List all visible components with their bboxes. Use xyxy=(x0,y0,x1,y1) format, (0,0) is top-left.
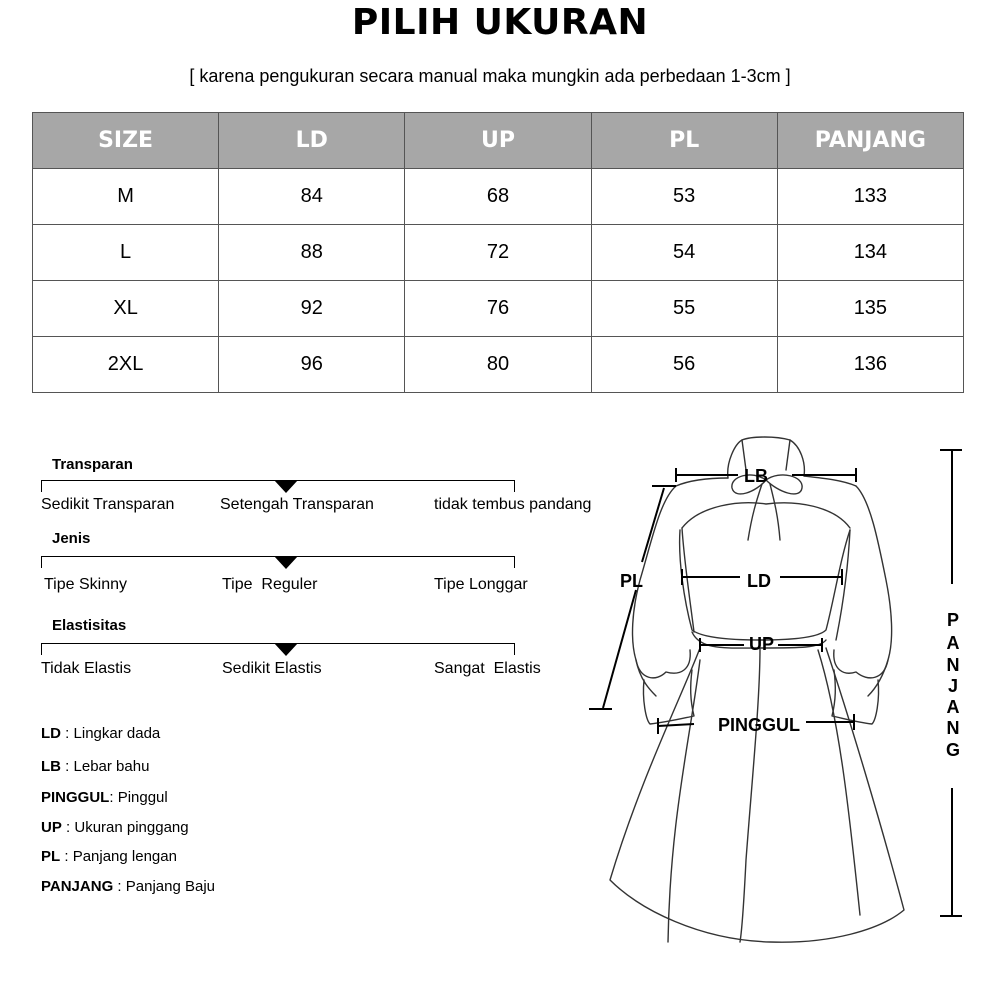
label-pinggul: PINGGUL xyxy=(718,715,801,735)
table-cell: 84 xyxy=(219,169,405,225)
scale-title: Elastisitas xyxy=(52,617,127,634)
table-cell: M xyxy=(33,169,219,225)
label-up: UP xyxy=(749,634,775,654)
legend-item: LD : Lingkar dada xyxy=(41,725,161,742)
table-cell: 80 xyxy=(405,337,591,393)
table-cell: 133 xyxy=(777,169,963,225)
header-size: SIZE xyxy=(33,113,219,169)
legend-item: PANJANG : Panjang Baju xyxy=(41,878,215,895)
legend-item: LB : Lebar bahu xyxy=(41,758,150,775)
scale-label: Tidak Elastis xyxy=(41,660,132,677)
table-cell: 54 xyxy=(591,225,777,281)
table-cell: 96 xyxy=(219,337,405,393)
label-lb: LB xyxy=(744,466,768,486)
scale-label: Tipe Skinny xyxy=(44,576,127,593)
page-subtitle: [ karena pengukuran secara manual maka mungkin ada perbedaan 1-3cm ] xyxy=(189,66,791,86)
measurement-labels xyxy=(620,466,800,735)
panjang-letter: P xyxy=(946,610,959,630)
scale-label: Sangat Elastis xyxy=(434,660,541,677)
scale-label: Setengah Transparan xyxy=(220,496,374,513)
table-cell: 55 xyxy=(591,281,777,337)
panjang-letter: A xyxy=(946,633,960,653)
scale-label: Tipe Longgar xyxy=(434,576,528,593)
header-panjang: PANJANG xyxy=(777,113,963,169)
table-cell: 2XL xyxy=(33,337,219,393)
page-title: PILIH UKURAN xyxy=(351,2,649,43)
table-cell: 56 xyxy=(591,337,777,393)
scale-label: tidak tembus pandang xyxy=(434,496,592,513)
table-cell: 72 xyxy=(405,225,591,281)
legend-item: PINGGUL: Pinggul xyxy=(41,789,168,806)
dress-outline xyxy=(610,437,904,942)
panjang-letter: A xyxy=(946,697,960,717)
table-cell: 136 xyxy=(777,337,963,393)
table-cell: 135 xyxy=(777,281,963,337)
table-cell: 92 xyxy=(219,281,405,337)
scale-title: Jenis xyxy=(52,530,91,547)
scale-title: Transparan xyxy=(52,456,133,473)
header-ld: LD xyxy=(219,113,405,169)
table-cell: 76 xyxy=(405,281,591,337)
legend-item: PL : Panjang lengan xyxy=(41,848,177,865)
pl-line-upper xyxy=(642,488,664,562)
label-pl: PL xyxy=(620,571,644,591)
header-up: UP xyxy=(405,113,591,169)
scale-label: Tipe Reguler xyxy=(222,576,318,593)
panjang-letter: G xyxy=(945,740,960,760)
table-cell: 88 xyxy=(219,225,405,281)
label-ld: LD xyxy=(747,571,771,591)
pl-line-lower xyxy=(603,590,636,708)
panjang-letter: N xyxy=(946,718,960,738)
scale-label: Sedikit Elastis xyxy=(222,660,322,677)
table-cell: 68 xyxy=(405,169,591,225)
table-cell: 53 xyxy=(591,169,777,225)
table-cell: 134 xyxy=(777,225,963,281)
scale-label: Sedikit Transparan xyxy=(41,496,175,513)
pinggul-line-left xyxy=(658,724,694,726)
panjang-letter: J xyxy=(947,676,958,696)
table-cell: XL xyxy=(33,281,219,337)
legend-item: UP : Ukuran pinggang xyxy=(41,819,189,836)
panjang-letter: N xyxy=(946,655,960,675)
header-pl: PL xyxy=(591,113,777,169)
table-cell: L xyxy=(33,225,219,281)
